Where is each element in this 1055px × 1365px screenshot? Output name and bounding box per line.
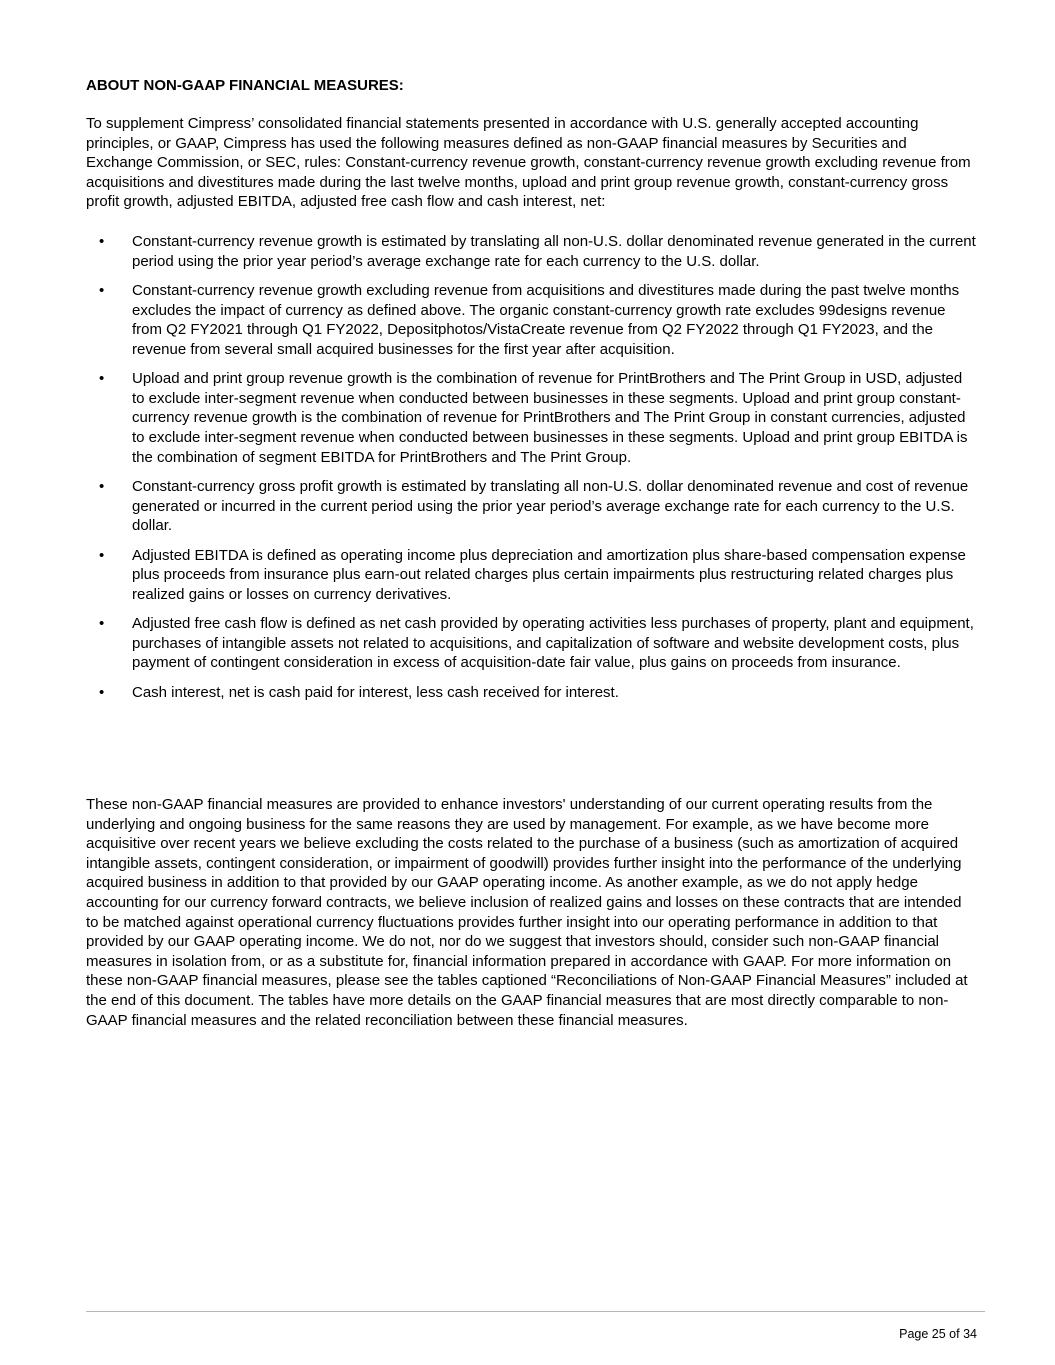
bullet-marker: • [99, 546, 105, 564]
bullet-marker: • [99, 477, 105, 495]
footer-divider [86, 1311, 985, 1312]
closing-paragraph: These non-GAAP financial measures are provided to enhance investors' understanding of our current operating results from the underlying and ongoing business for the same reasons they are used by management. For example, as we have become more acquisitive over recent years we believe excluding the costs related to the purchase of a business (such as amortization of acquired intangible assets, contingent consideration, or impairment of goodwill) provides further insight into the performance of the underlying acquired business in addition to that provided by our GAAP operating income. As another example, as we do not apply hedge accounting for our currency forward contracts, we believe inclusion of realized gains and losses on these contracts that are intended to be matched against operational currency fluctuations provides further insight into our operating performance in addition to that provided by our GAAP operating income. We do not, nor do we suggest that investors should, consider such non-GAAP financial measures in isolation from, or as a substitute for, financial information prepared in accordance with GAAP. For more information on these non-GAAP financial measures, please see the tables captioned “Reconciliations of Non-GAAP Financial Measures” included at the end of this document. The tables have more details on the GAAP financial measures that are most directly comparable to non-GAAP financial measures and the related reconciliation between these financial measures. [86, 796, 968, 1029]
list-item [86, 546, 976, 605]
list-item [86, 614, 976, 673]
list-item-text: Cash interest, net is cash paid for interest, less cash received for interest. [132, 683, 619, 701]
list-item [86, 232, 976, 271]
intro-paragraph: To supplement Cimpress’ consolidated financial statements presented in accordance with U.S. generally accepted accounting principles, or GAAP, Cimpress has used the following measures defined as non-GAAP financial measures by Securities and Exchange Commission, or SEC, rules: Constant-currency revenue growth, constant-currency revenue growth excluding revenue from acquisitions and divestitures made during the last twelve months, upload and print group revenue growth, constant-currency gross profit growth, adjusted EBITDA, adjusted free cash flow and cash interest, net: [86, 115, 971, 211]
section-heading: ABOUT NON-GAAP FINANCIAL MEASURES: [86, 77, 404, 94]
list-item [86, 477, 976, 536]
list-item [86, 683, 976, 703]
list-item [86, 369, 976, 467]
bullet-marker: • [99, 233, 105, 250]
bullet-marker: • [99, 370, 105, 388]
list-item-text: Adjusted free cash flow is defined as net cash provided by operating activities less purchases of property, plant and equipment, purchases of intangible assets not related to acquisitions, and capitalization of software and website development costs, plus payment of contingent consideration in excess of acquisition-date fair value, plus gains on proceeds from insurance. [132, 615, 974, 672]
page-number: Page 25 of 34 [899, 1327, 977, 1341]
list-item-text: Constant-currency gross profit growth is estimated by translating all non-U.S. dollar denominated revenue and cost of revenue generated or incurred in the current period using the prior year period’s average exchange rate for each currency to the U.S. dollar. [132, 477, 969, 535]
bullet-marker: • [99, 281, 105, 299]
list-item-text: Constant-currency revenue growth is estimated by translating all non-U.S. dollar denominated revenue generated in the current period using the prior year period’s average exchange rate for each currency to the U.S. dollar. [132, 233, 976, 270]
list-item-text: Constant-currency revenue growth excluding revenue from acquisitions and divestitures made during the past twelve months excludes the impact of currency as defined above. The organic constant-currency growth rate excludes 99designs revenue from Q2 FY2021 through Q1 FY2022, Depositphotos/VistaCreate revenue from Q2 FY2022 through Q1 FY2023, and the revenue from several small acquired businesses for the first year after acquisition. [132, 281, 960, 358]
bullet-marker: • [99, 615, 105, 633]
bullet-marker: • [99, 683, 105, 701]
list-item-text: Upload and print group revenue growth is the combination of revenue for PrintBrothers and The Print Group in USD, adjusted to exclude inter-segment revenue when conducted between businesses in these segments. Upload and print group constant-currency revenue growth is the combination of revenue for PrintBrothers and The Print Group in constant currencies, adjusted to exclude inter-segment revenue when conducted between businesses in these segments. Upload and print group EBITDA is the combination of segment EBITDA for PrintBrothers and The Print Group. [132, 370, 968, 466]
list-item-text: Adjusted EBITDA is defined as operating income plus depreciation and amortization plus share-based compensation expense plus proceeds from insurance plus earn-out related charges plus certain impairments plus restructuring related charges plus realized gains or losses on currency derivatives. [132, 546, 966, 603]
measures-list [86, 232, 976, 712]
list-item [86, 281, 976, 359]
